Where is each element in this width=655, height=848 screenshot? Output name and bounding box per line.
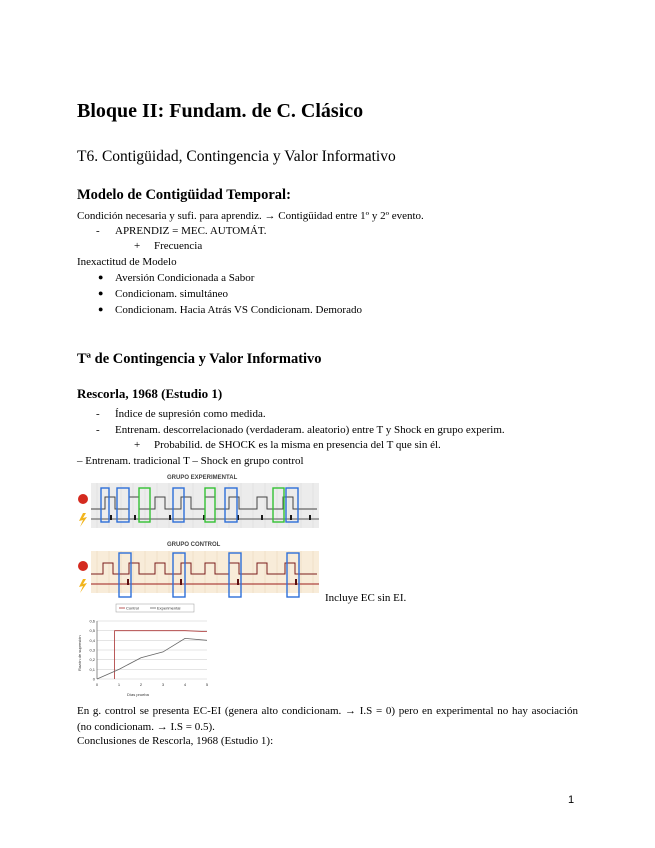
section2-heading: Tª de Contingencia y Valor Informativo bbox=[77, 351, 322, 367]
plus-marker: + bbox=[134, 439, 141, 451]
x-tick-label: 0 bbox=[95, 682, 99, 687]
dash-item: Entrenam. descorrelacionado (verdaderam. aleatorio) entre T y Shock en grupo experim. bbox=[115, 424, 505, 436]
y-tick-label: 0,2 bbox=[89, 657, 95, 663]
results-paragraph: En g. control se presenta EC-EI (genera alto condicionam. → I.S = 0) pero en experimental no hay asociación (no condicionam. → I.S = 0.5). bbox=[77, 705, 578, 733]
bullet-item: Condicionam. Hacia Atrás VS Condicionam. Demorado bbox=[115, 304, 362, 316]
inexact-label: Inexactitud de Modelo bbox=[77, 256, 177, 268]
dash-item: APRENDIZ = MEC. AUTOMÁT. bbox=[115, 225, 267, 237]
section1-line1: Condición necesaria y sufi. para aprendiz. → Contigüidad entre 1º y 2º evento. bbox=[77, 210, 424, 222]
control-line: – Entrenam. tradicional T – Shock en grupo control bbox=[77, 455, 304, 467]
x-tick-label: 4 bbox=[183, 682, 187, 687]
bullet-item: Aversión Condicionada a Sabor bbox=[115, 272, 255, 284]
page-number: 1 bbox=[568, 794, 575, 806]
lightning-icon bbox=[79, 513, 87, 527]
suppression-chart bbox=[77, 603, 212, 698]
plus-marker: + bbox=[134, 240, 141, 252]
x-tick-label: 1 bbox=[117, 682, 121, 687]
y-tick-label: 0,4 bbox=[89, 637, 95, 643]
x-axis-label: Días prueba bbox=[127, 692, 149, 697]
plus-item: Probabilid. de SHOCK es la misma en presencia del T que sin él. bbox=[154, 439, 441, 451]
control-label: GRUPO CONTROL bbox=[167, 542, 221, 548]
series-line-control bbox=[115, 631, 207, 679]
x-tick-label: 2 bbox=[139, 682, 143, 687]
bullet-marker: ● bbox=[98, 272, 104, 282]
x-tick-label: 3 bbox=[161, 682, 165, 687]
timeline-figure bbox=[77, 471, 322, 603]
y-tick-label: 0 bbox=[92, 676, 95, 682]
x-tick-label: 5 bbox=[205, 682, 209, 687]
bullet-marker: ● bbox=[98, 304, 104, 314]
bullet-marker: ● bbox=[98, 288, 104, 298]
experimental-label: GRUPO EXPERIMENTAL bbox=[167, 475, 238, 481]
y-axis-label: Razón de supresión bbox=[77, 635, 82, 671]
dash-marker: - bbox=[96, 225, 100, 237]
lightning-icon bbox=[79, 579, 87, 593]
y-tick-label: 0,6 bbox=[89, 618, 95, 624]
figure-caption: Incluye EC sin EI. bbox=[325, 592, 407, 604]
dash-marker: - bbox=[96, 424, 100, 436]
apple-icon bbox=[78, 494, 88, 504]
apple-icon bbox=[78, 561, 88, 571]
dash-marker: - bbox=[96, 408, 100, 420]
series-line-experimental bbox=[97, 638, 207, 679]
page-title: Bloque II: Fundam. de C. Clásico bbox=[77, 100, 364, 122]
y-tick-label: 0,3 bbox=[89, 647, 95, 653]
plus-item: Frecuencia bbox=[154, 240, 203, 252]
y-tick-label: 0,1 bbox=[89, 666, 95, 672]
section2-subheading: Rescorla, 1968 (Estudio 1) bbox=[77, 386, 223, 401]
conclusions-line: Conclusiones de Rescorla, 1968 (Estudio 1): bbox=[77, 735, 274, 747]
y-tick-label: 0,5 bbox=[89, 628, 95, 634]
bullet-item: Condicionam. simultáneo bbox=[115, 288, 229, 300]
legend-label-experimental: Experimental bbox=[157, 605, 181, 611]
section1-heading: Modelo de Contigüidad Temporal: bbox=[77, 187, 291, 203]
dash-item: Índice de supresión como medida. bbox=[115, 408, 266, 420]
legend-label-control: Control bbox=[126, 605, 139, 611]
topic-title: T6. Contigüidad, Contingencia y Valor Informativo bbox=[77, 148, 396, 165]
